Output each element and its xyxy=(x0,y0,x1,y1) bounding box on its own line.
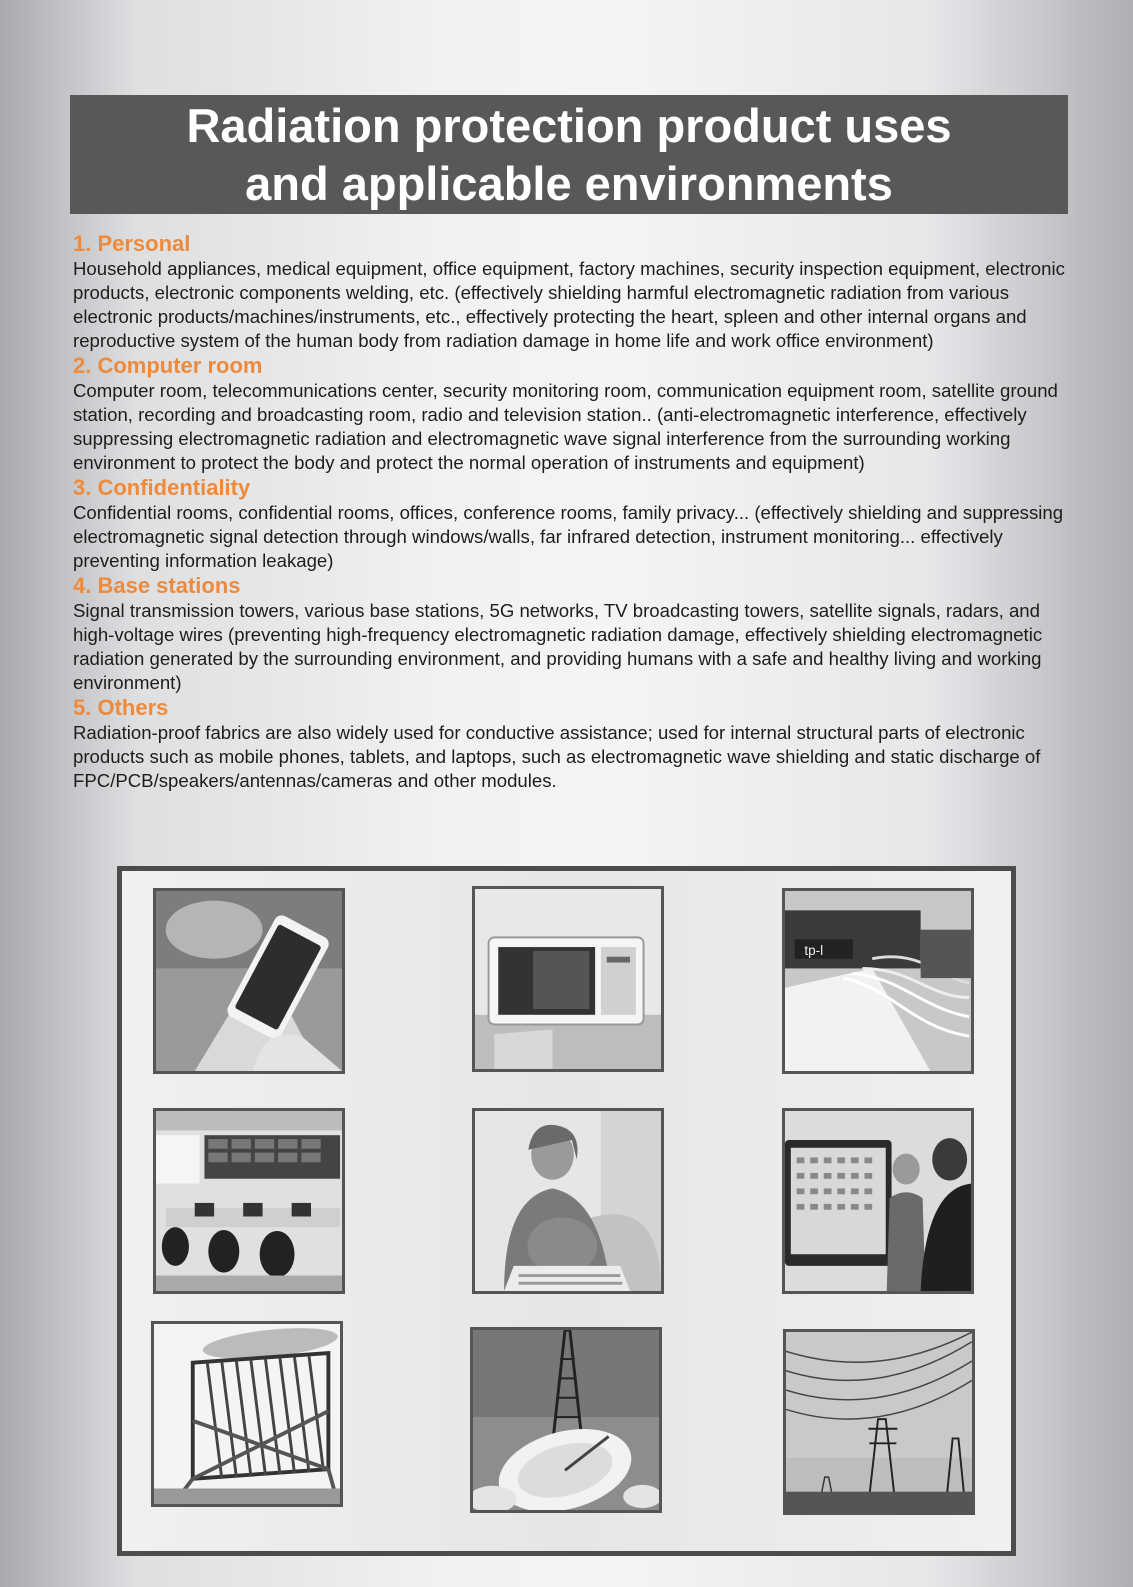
photo-power-lines xyxy=(783,1329,975,1515)
section-body: Confidential rooms, confidential rooms, offices, conference rooms, family privacy... (effectively shielding and suppressing electromagnetic signal detection through windows/walls, far infrared detection, instrument monitoring... effectively preventing information leakage) xyxy=(73,502,1064,571)
section-body: Radiation-proof fabrics are also widely used for conductive assistance; used for internal structural parts of electronic products such as mobile phones, tablets, and laptops, such as electromagnetic wave shielding and static discharge of FPC/PCB/speakers/antennas/cameras and other modules. xyxy=(73,722,1041,791)
photo-grid-frame xyxy=(117,866,1016,1556)
page-title xyxy=(186,97,951,213)
section-confidentiality xyxy=(73,475,1078,573)
photo-pregnant-woman xyxy=(472,1108,664,1294)
photo-smartphone xyxy=(153,888,345,1074)
photo-router-cables xyxy=(782,888,974,1074)
section-heading: 4. Base stations xyxy=(73,573,241,598)
photo-satellite-tower xyxy=(470,1327,662,1513)
section-body: Household appliances, medical equipment, office equipment, factory machines, security inspection equipment, electronic products, electronic components welding, etc. (effectively shielding harmful electromagnetic radiation from various electronic products/machines/instruments, etc., effectively protecting the heart, spleen and other internal organs and reproductive system of the human body from radiation damage in home life and work office environment) xyxy=(73,258,1065,351)
svg-text:tp-l: tp-l xyxy=(804,942,824,958)
title-line-2: and applicable environments xyxy=(245,156,893,210)
sections-list xyxy=(73,231,1078,793)
section-heading: 5. Others xyxy=(73,695,169,720)
section-personal xyxy=(73,231,1078,353)
section-others xyxy=(73,695,1078,793)
section-base-stations xyxy=(73,573,1078,695)
photo-microwave xyxy=(472,886,664,1072)
section-heading: 1. Personal xyxy=(73,231,191,256)
title-line-1: Radiation protection product uses xyxy=(186,98,952,152)
section-computer-room xyxy=(73,353,1078,475)
section-body: Signal transmission towers, various base stations, 5G networks, TV broadcasting towers, satellite signals, radars, and high-voltage wires (preventing high-frequency electromagnetic radiation damage, effectively shielding electromagnetic radiation generated by the surrounding environment, and providing humans with a safe and healthy living and working environment) xyxy=(73,600,1043,693)
section-heading: 2. Computer room xyxy=(73,353,263,378)
title-banner xyxy=(70,95,1068,214)
photo-control-room xyxy=(153,1108,345,1294)
section-heading: 3. Confidentiality xyxy=(73,475,251,500)
photo-office-computer xyxy=(782,1108,974,1294)
photo-solar-heater xyxy=(151,1321,343,1507)
section-body: Computer room, telecommunications center, security monitoring room, communication equipment room, satellite ground station, recording and broadcasting room, radio and television station.. (anti-electromagnetic interference, effectively suppressing electromagnetic radiation and electromagnetic wave signal interference from the surrounding working environment to protect the body and protect the normal operation of instruments and equipment) xyxy=(73,380,1058,473)
